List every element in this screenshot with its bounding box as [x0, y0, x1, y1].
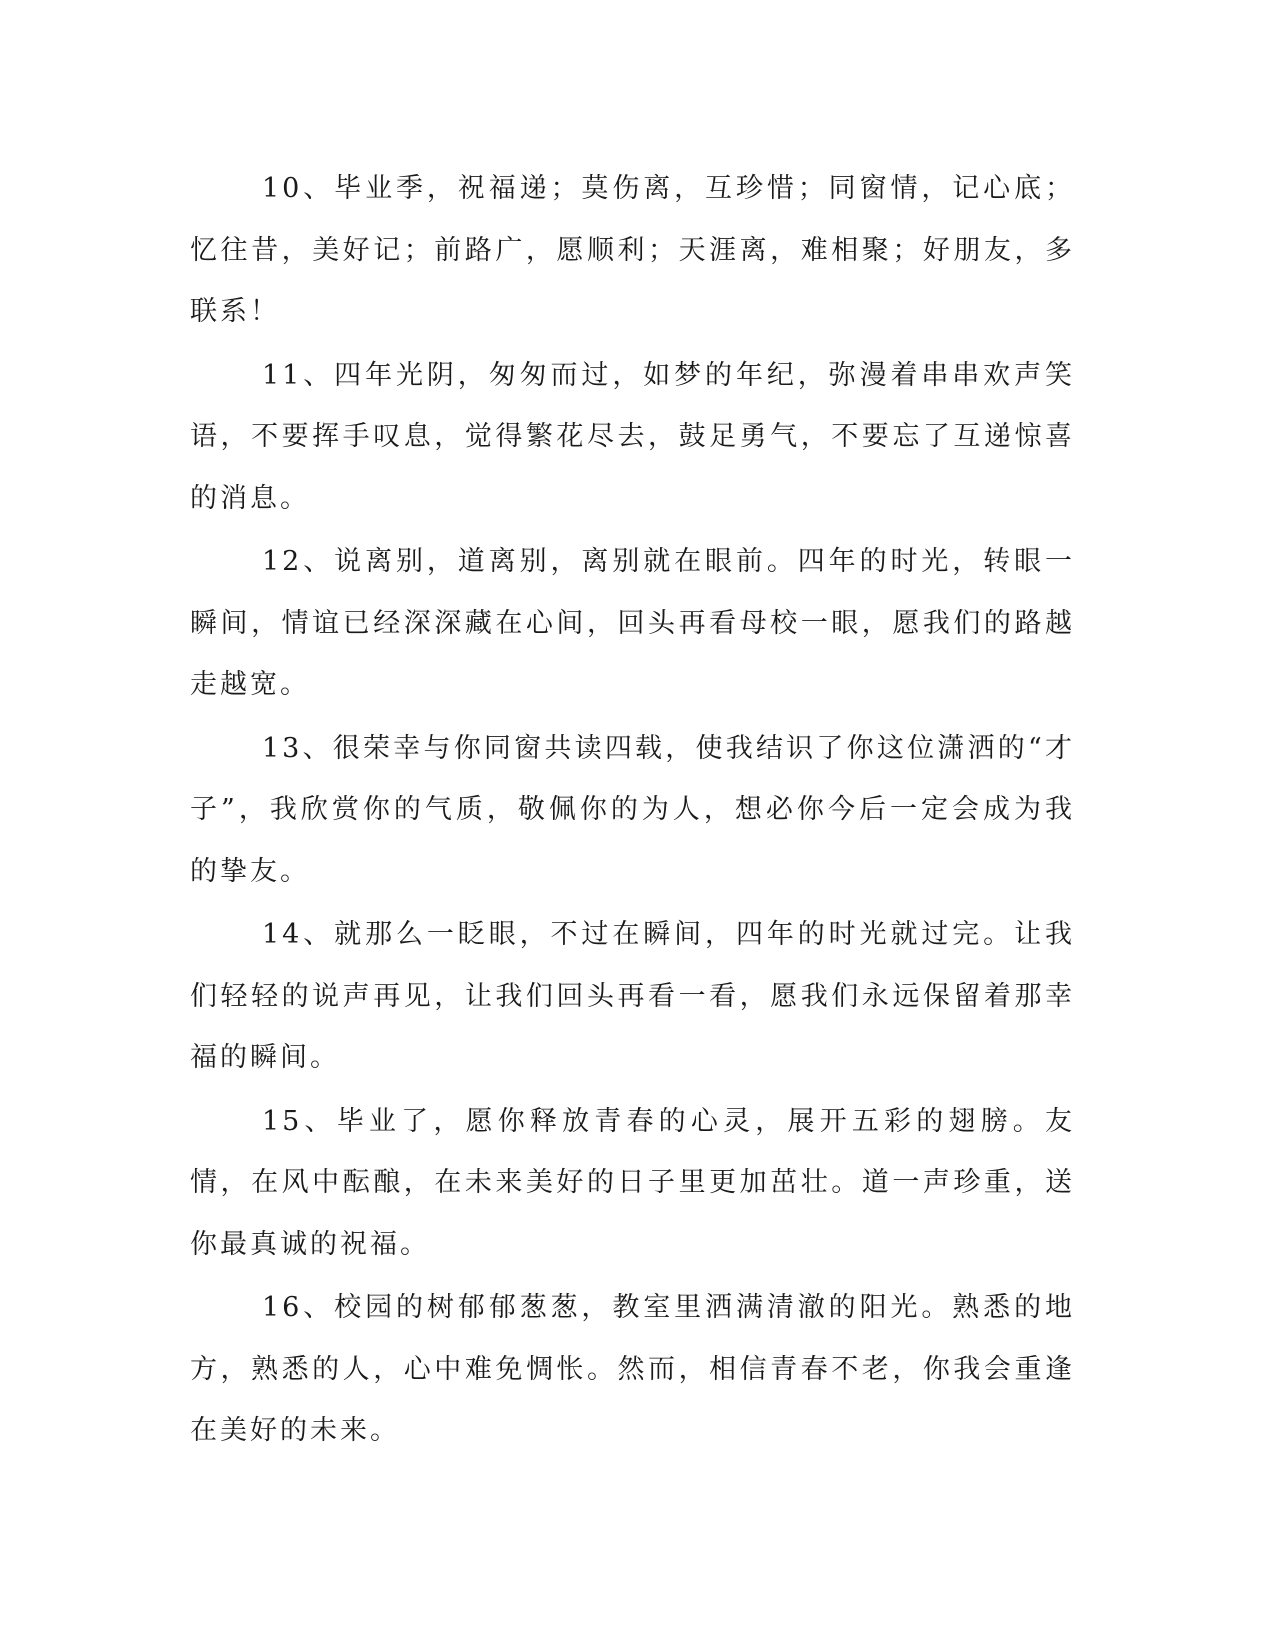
paragraph-16: 16、校园的树郁郁葱葱，教室里洒满清澈的阳光。熟悉的地方，熟悉的人，心中难免惆怅。然而，相信青春不老，你我会重逢在美好的未来。: [190, 1292, 1075, 1446]
paragraph-11: 11、四年光阴，匆匆而过，如梦的年纪，弥漫着串串欢声笑语，不要挥手叹息，觉得繁花尽去，鼓足勇气，不要忘了互递惊喜的消息。: [190, 359, 1075, 514]
paragraph-10: 10、毕业季，祝福递；莫伤离，互珍惜；同窗情，记心底；忆往昔，美好记；前路广，愿顺利；天涯离，难相聚；好朋友，多联系！: [190, 173, 1075, 327]
document-body: [190, 158, 1075, 1464]
paragraph-14: 14、就那么一眨眼，不过在瞬间，四年的时光就过完。让我们轻轻的说声再见，让我们回头再看一看，愿我们永远保留着那幸福的瞬间。: [190, 919, 1075, 1073]
paragraph-13: 13、很荣幸与你同窗共读四载，使我结识了你这位潇洒的“才子”，我欣赏你的气质，敬佩你的为人，想必你今后一定会成为我的挚友。: [190, 732, 1075, 887]
paragraph-15: 15、毕业了，愿你释放青春的心灵，展开五彩的翅膀。友情，在风中酝酿，在未来美好的日子里更加茁壮。道一声珍重，送你最真诚的祝福。: [190, 1105, 1075, 1260]
paragraph-12: 12、说离别，道离别，离别就在眼前。四年的时光，转眼一瞬间，情谊已经深深藏在心间，回头再看母校一眼，愿我们的路越走越宽。: [190, 546, 1075, 700]
